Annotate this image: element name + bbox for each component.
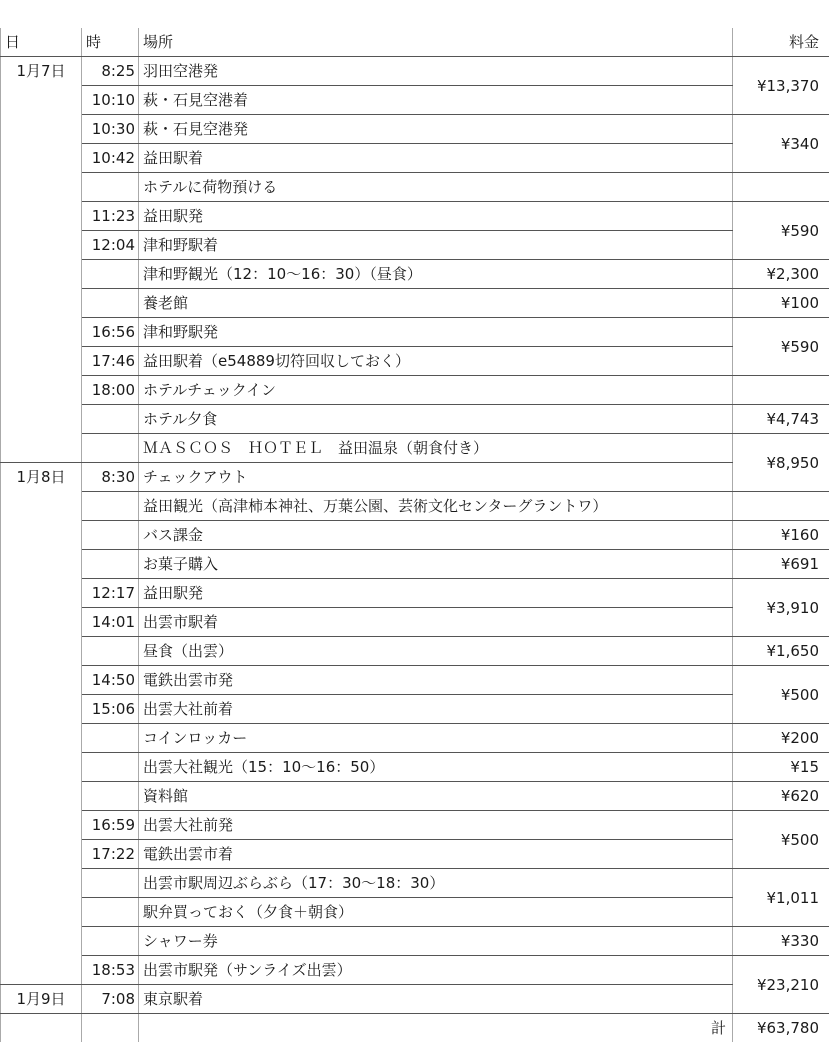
fee-cell[interactable]: ¥691 xyxy=(733,550,829,579)
itinerary-row xyxy=(1,173,829,202)
time-cell[interactable]: 17:22 xyxy=(82,840,139,869)
time-cell[interactable]: 14:01 xyxy=(82,608,139,637)
itinerary-row xyxy=(1,782,829,811)
place-cell[interactable]: シャワー券 xyxy=(139,927,733,956)
itinerary-row xyxy=(1,260,829,289)
spacer-day xyxy=(1,0,82,28)
time-cell[interactable] xyxy=(82,289,139,318)
day-cell[interactable]: 1月7日 xyxy=(1,57,82,463)
spacer-fee xyxy=(733,0,829,28)
time-cell[interactable]: 12:17 xyxy=(82,579,139,608)
place-cell[interactable]: 電鉄出雲市着 xyxy=(139,840,733,869)
time-cell[interactable]: 10:42 xyxy=(82,144,139,173)
place-cell[interactable]: 羽田空港発 xyxy=(139,57,733,86)
time-cell[interactable] xyxy=(82,637,139,666)
header-time[interactable]: 時 xyxy=(82,28,139,57)
column-size-row xyxy=(1,0,829,28)
place-cell[interactable]: 出雲市駅周辺ぶらぶら（17：30～18：30） xyxy=(139,869,733,898)
itinerary-row xyxy=(1,956,829,985)
place-cell[interactable]: コインロッカー xyxy=(139,724,733,753)
total-row xyxy=(1,1014,829,1042)
place-cell[interactable]: ホテルチェックイン xyxy=(139,376,733,405)
itinerary-row xyxy=(1,985,829,1014)
itinerary-row xyxy=(1,115,829,144)
time-cell[interactable]: 15:06 xyxy=(82,695,139,724)
fee-cell[interactable]: ¥2,300 xyxy=(733,260,829,289)
day-cell[interactable]: 1月8日 xyxy=(1,463,82,985)
header-fee[interactable]: 料金 xyxy=(733,28,829,57)
itinerary-row xyxy=(1,695,829,724)
fee-cell[interactable]: ¥590 xyxy=(733,202,829,260)
time-cell[interactable]: 18:00 xyxy=(82,376,139,405)
fee-cell[interactable] xyxy=(733,492,829,521)
time-cell[interactable]: 18:53 xyxy=(82,956,139,985)
time-cell[interactable]: 16:59 xyxy=(82,811,139,840)
time-cell[interactable]: 10:10 xyxy=(82,86,139,115)
fee-cell[interactable]: ¥23,210 xyxy=(733,956,829,1014)
place-cell[interactable]: 出雲大社前着 xyxy=(139,695,733,724)
time-cell[interactable] xyxy=(82,869,139,898)
itinerary-row xyxy=(1,405,829,434)
itinerary-row xyxy=(1,869,829,898)
itinerary-row xyxy=(1,202,829,231)
itinerary-row xyxy=(1,666,829,695)
itinerary-row xyxy=(1,579,829,608)
header-place[interactable]: 場所 xyxy=(139,28,733,57)
itinerary-row xyxy=(1,492,829,521)
time-cell[interactable]: 12:04 xyxy=(82,231,139,260)
itinerary-row xyxy=(1,724,829,753)
time-cell[interactable] xyxy=(82,898,139,927)
time-cell[interactable]: 11:23 xyxy=(82,202,139,231)
time-cell[interactable] xyxy=(82,753,139,782)
time-cell[interactable]: 10:30 xyxy=(82,115,139,144)
total-label[interactable]: 計 xyxy=(139,1014,733,1042)
day-cell[interactable]: 1月9日 xyxy=(1,985,82,1014)
fee-cell[interactable]: ¥15 xyxy=(733,753,829,782)
fee-cell[interactable]: ¥330 xyxy=(733,927,829,956)
time-cell[interactable] xyxy=(82,550,139,579)
place-cell[interactable]: バス課金 xyxy=(139,521,733,550)
time-cell[interactable]: 7:08 xyxy=(82,985,139,1014)
spacer-time xyxy=(82,0,139,28)
fee-cell[interactable]: ¥340 xyxy=(733,115,829,173)
itinerary-row xyxy=(1,57,829,86)
time-cell[interactable]: 14:50 xyxy=(82,666,139,695)
total-empty-time[interactable] xyxy=(82,1014,139,1042)
time-cell[interactable]: 8:30 xyxy=(82,463,139,492)
itinerary-row xyxy=(1,637,829,666)
itinerary-row xyxy=(1,840,829,869)
fee-cell[interactable] xyxy=(733,376,829,405)
fee-cell[interactable]: ¥160 xyxy=(733,521,829,550)
time-cell[interactable] xyxy=(82,782,139,811)
place-cell[interactable]: 津和野駅発 xyxy=(139,318,733,347)
place-cell[interactable]: 駅弁買っておく（夕食＋朝食） xyxy=(139,898,733,927)
place-cell[interactable]: 益田駅着 xyxy=(139,144,733,173)
place-cell[interactable]: 昼食（出雲） xyxy=(139,637,733,666)
fee-cell[interactable]: ¥1,011 xyxy=(733,869,829,927)
place-cell[interactable]: 津和野観光（12：10～16：30）（昼食） xyxy=(139,260,733,289)
itinerary-row xyxy=(1,347,829,376)
time-cell[interactable] xyxy=(82,434,139,463)
itinerary-row xyxy=(1,231,829,260)
time-cell[interactable] xyxy=(82,173,139,202)
place-cell[interactable]: 益田駅着（e54889切符回収しておく） xyxy=(139,347,733,376)
place-cell[interactable]: 出雲市駅着 xyxy=(139,608,733,637)
place-cell[interactable]: 益田駅発 xyxy=(139,202,733,231)
place-cell[interactable]: お菓子購入 xyxy=(139,550,733,579)
itinerary-row xyxy=(1,318,829,347)
itinerary-row xyxy=(1,898,829,927)
fee-cell[interactable]: ¥500 xyxy=(733,811,829,869)
time-cell[interactable]: 8:25 xyxy=(82,57,139,86)
place-cell[interactable]: 萩・石見空港着 xyxy=(139,86,733,115)
place-cell[interactable]: 東京駅着 xyxy=(139,985,733,1014)
itinerary-row xyxy=(1,376,829,405)
fee-cell[interactable] xyxy=(733,173,829,202)
place-cell[interactable]: 養老館 xyxy=(139,289,733,318)
itinerary-body xyxy=(1,0,829,1042)
total-value[interactable]: ¥63,780 xyxy=(733,1014,829,1042)
fee-cell[interactable]: ¥100 xyxy=(733,289,829,318)
fee-cell[interactable]: ¥590 xyxy=(733,318,829,376)
place-cell[interactable]: ＭＡＳＣＯＳ ＨＯＴＥＬ 益田温泉（朝食付き） xyxy=(139,434,733,463)
place-cell[interactable]: 出雲市駅発（サンライズ出雲） xyxy=(139,956,733,985)
time-cell[interactable]: 16:56 xyxy=(82,318,139,347)
total-empty-day[interactable] xyxy=(1,1014,82,1042)
itinerary-row xyxy=(1,550,829,579)
time-cell[interactable] xyxy=(82,724,139,753)
itinerary-row xyxy=(1,289,829,318)
place-cell[interactable]: チェックアウト xyxy=(139,463,733,492)
fee-cell[interactable]: ¥8,950 xyxy=(733,434,829,492)
time-cell[interactable] xyxy=(82,492,139,521)
itinerary-row xyxy=(1,753,829,782)
time-cell[interactable]: 17:46 xyxy=(82,347,139,376)
itinerary-row xyxy=(1,521,829,550)
time-cell[interactable] xyxy=(82,521,139,550)
itinerary-row xyxy=(1,144,829,173)
place-cell[interactable]: ホテル夕食 xyxy=(139,405,733,434)
fee-cell[interactable]: ¥4,743 xyxy=(733,405,829,434)
fee-cell[interactable]: ¥13,370 xyxy=(733,57,829,115)
fee-cell[interactable]: ¥500 xyxy=(733,666,829,724)
time-cell[interactable] xyxy=(82,260,139,289)
place-cell[interactable]: 電鉄出雲市発 xyxy=(139,666,733,695)
itinerary-row xyxy=(1,463,829,492)
place-cell[interactable]: ホテルに荷物預ける xyxy=(139,173,733,202)
header-row xyxy=(1,28,829,57)
time-cell[interactable] xyxy=(82,927,139,956)
place-cell[interactable]: 益田駅発 xyxy=(139,579,733,608)
spacer-place xyxy=(139,0,733,28)
time-cell[interactable] xyxy=(82,405,139,434)
place-cell[interactable]: 出雲大社観光（15：10～16：50） xyxy=(139,753,733,782)
fee-cell[interactable]: ¥620 xyxy=(733,782,829,811)
fee-cell[interactable]: ¥3,910 xyxy=(733,579,829,637)
place-cell[interactable]: 資料館 xyxy=(139,782,733,811)
fee-cell[interactable]: ¥200 xyxy=(733,724,829,753)
itinerary-row xyxy=(1,86,829,115)
itinerary-row xyxy=(1,927,829,956)
fee-cell[interactable]: ¥1,650 xyxy=(733,637,829,666)
place-cell[interactable]: 萩・石見空港発 xyxy=(139,115,733,144)
itinerary-row xyxy=(1,434,829,463)
place-cell[interactable]: 出雲大社前発 xyxy=(139,811,733,840)
place-cell[interactable]: 益田観光（高津柿本神社、万葉公園、芸術文化センターグラントワ） xyxy=(139,492,733,521)
itinerary-row xyxy=(1,811,829,840)
place-cell[interactable]: 津和野駅着 xyxy=(139,231,733,260)
header-day[interactable]: 日 xyxy=(1,28,82,57)
itinerary-row xyxy=(1,608,829,637)
